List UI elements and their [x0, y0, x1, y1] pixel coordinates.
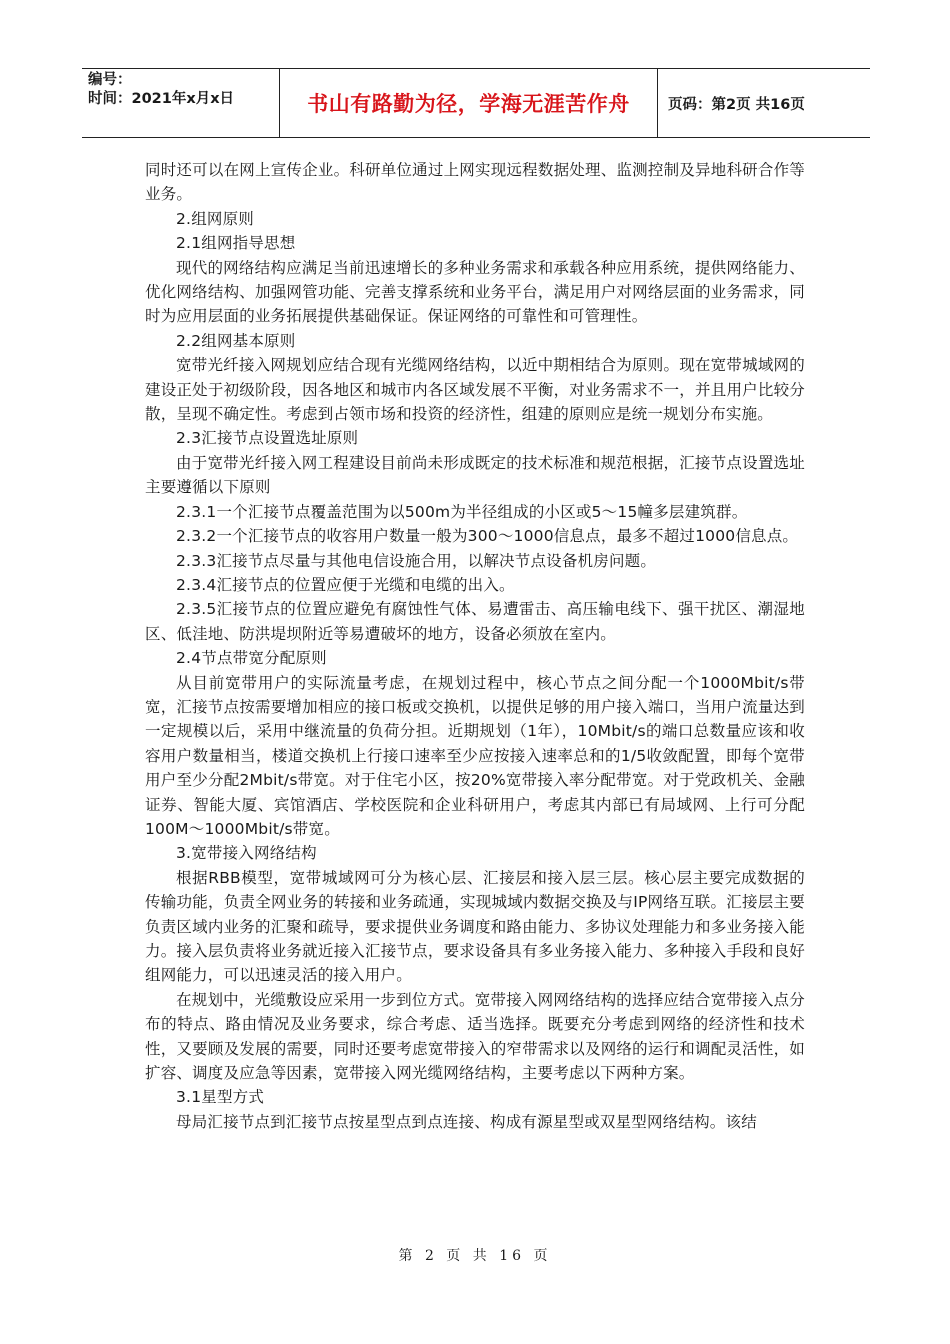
page-header [82, 68, 870, 138]
body-paragraph: 宽带光纤接入网规划应结合现有光缆网络结构，以近中期相结合为原则。现在宽带城域网的建设正处于初级阶段，因各地区和城市内各区域发展不平衡，对业务需求不一，并且用户比较分散，呈现不确定性。考虑到占领市场和投资的经济性，组建的原则应是统一规划分布实施。 [145, 356, 805, 424]
document-body [145, 158, 805, 1134]
body-paragraph: 2.3汇接节点设置选址原则 [176, 429, 359, 448]
body-paragraph: 在规划中，光缆敷设应采用一步到位方式。宽带接入网网络结构的选择应结合宽带接入点分布的特点、路由情况及业务要求，综合考虑、适当选择。既要充分考虑到网络的经济性和技术性，又要顾及发展的需要，同时还要考虑宽带接入的窄带需求以及网络的运行和调配灵活性，如扩容、调度及应急等因素，宽带接入网光缆网络结构，主要考虑以下两种方案。 [145, 990, 805, 1083]
document-time-label: 时间：2021年x月x日 [88, 91, 235, 107]
body-paragraph: 2.3.1一个汇接节点覆盖范围为以500m为半径组成的小区或5～15幢多层建筑群。 [176, 502, 748, 521]
page-footer: 第 2 页 共 16 页 [398, 1248, 552, 1264]
body-paragraph: 3.1星型方式 [176, 1088, 265, 1107]
document-number-label: 编号： [88, 72, 132, 88]
body-paragraph: 从目前宽带用户的实际流量考虑，在规划过程中，核心节点之间分配一个1000Mbit/s带宽，汇接节点按需要增加相应的接口板或交换机，以提供足够的用户接入端口，当用户流量达到一定规模以后，采用中继流量的负荷分担。近期规划（1年），10Mbit/s的端口总数量应该和收容用户数量相当，楼道交换机上行接口速率至少应按接入速率总和的1/5收敛配置，即每个宽带用户至少分配2Mbit/s带宽。对于住宅小区，按20%宽带接入率分配带宽。对于党政机关、金融证券、智能大厦、宾馆酒店、学校医院和企业科研用户，考虑其内部已有局域网、上行可分配100M～1000Mbit/s带宽。 [145, 673, 805, 838]
body-paragraph: 同时还可以在网上宣传企业。科研单位通过上网实现远程数据处理、监测控制及异地科研合作等业务。 [145, 161, 805, 204]
body-paragraph: 2.1组网指导思想 [176, 234, 296, 253]
header-motto: 书山有路勤为径，学海无涯苦作舟 [280, 69, 658, 137]
body-paragraph: 2.3.5汇接节点的位置应避免有腐蚀性气体、易遭雷击、高压输电线下、强干扰区、潮湿地区、低洼地、防洪堤坝附近等易遭破坏的地方，设备必须放在室内。 [145, 600, 805, 643]
header-meta [82, 69, 280, 137]
body-paragraph: 3.宽带接入网络结构 [176, 844, 317, 863]
body-paragraph: 2.3.2一个汇接节点的收容用户数量一般为300～1000信息点，最多不超过1000信息点。 [176, 527, 799, 546]
body-paragraph: 由于宽带光纤接入网工程建设目前尚未形成既定的技术标准和规范根据，汇接节点设置选址主要遵循以下原则 [145, 453, 805, 497]
header-page-info: 页码：第2页 共16页 [668, 96, 805, 113]
body-paragraph: 2.4节点带宽分配原则 [176, 649, 327, 668]
body-paragraph: 母局汇接节点到汇接节点按星型点到点连接、构成有源星型或双星型网络结构。该结 [176, 1112, 757, 1131]
body-paragraph: 2.2组网基本原则 [176, 331, 296, 350]
body-paragraph: 2.组网原则 [176, 209, 254, 228]
body-paragraph: 2.3.4汇接节点的位置应便于光缆和电缆的出入。 [176, 575, 515, 594]
body-paragraph: 根据RBB模型，宽带城域网可分为核心层、汇接层和接入层三层。核心层主要完成数据的传输功能，负责全网业务的转接和业务疏通，实现城域内数据交换及与IP网络互联。汇接层主要负责区域内业务的汇聚和疏导，要求提供业务调度和路由能力、多协议处理能力和多业务接入能力。接入层负责将业务就近接入汇接节点，要求设备具有多业务接入能力、多种接入手段和良好组网能力，可以迅速灵活的接入用户。 [145, 868, 805, 985]
body-paragraph: 2.3.3汇接节点尽量与其他电信设施合用，以解决节点设备机房问题。 [176, 551, 657, 570]
body-paragraph: 现代的网络结构应满足当前迅速增长的多种业务需求和承载各种应用系统，提供网络能力、优化网络结构、加强网管功能、完善支撑系统和业务平台，满足用户对网络层面的业务需求，同时为应用层面的业务拓展提供基础保证。保证网络的可靠性和可管理性。 [145, 258, 805, 326]
